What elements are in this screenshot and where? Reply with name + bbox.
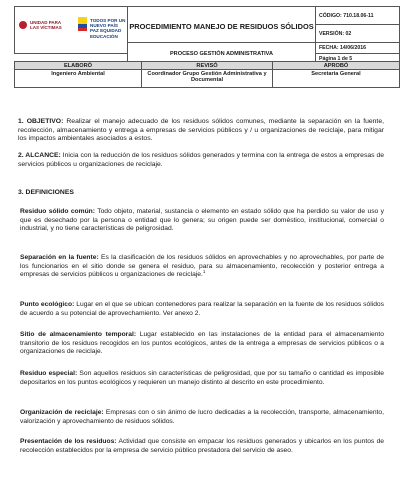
role-value-elaboro: Ingeniero Ambiental bbox=[15, 70, 142, 88]
process-name: PROCESO GESTIÓN ADMINISTRATIVA bbox=[128, 43, 316, 65]
definition-presentacion-residuos: Presentación de los residuos: Actividad que consiste en empacar los residuos generados y ubicarlos en los puntos de recolección establecidos por la empresa de servicio público prestadora del servicio de aseo. bbox=[20, 438, 385, 454]
role-header-reviso: REVISÓ bbox=[142, 62, 273, 70]
footnote-ref: 1 bbox=[202, 268, 206, 274]
approval-table bbox=[14, 61, 400, 88]
objetivo-label: 1. OBJETIVO: bbox=[18, 118, 64, 125]
document-date: FECHA: 14/06/2016 bbox=[316, 43, 400, 54]
logo-unidad-victimas: UNIDAD PARA LAS VÍCTIMAS bbox=[30, 20, 62, 30]
role-value-aprobo: Secretaria General bbox=[273, 70, 400, 88]
document-title: PROCEDIMIENTO MANEJO DE RESIDUOS SÓLIDOS bbox=[128, 7, 316, 43]
role-value-reviso: Coordinador Grupo Gestión Administrativa y Documental bbox=[142, 70, 273, 88]
colombia-flag-icon bbox=[78, 17, 87, 31]
role-header-elaboro: ELABORÓ bbox=[15, 62, 142, 70]
section-objetivo bbox=[18, 118, 384, 144]
definition-organizacion-reciclaje: Organización de reciclaje: Empresas con o sin ánimo de lucro dedicadas a la recolección, transporte, almacenamiento, valorización y aprovechamiento de residuos sólidos. bbox=[20, 409, 384, 425]
alcance-label: 2. ALCANCE: bbox=[18, 152, 61, 159]
alcance-text: Inicia con la reducción de los residuos sólidos generados y termina con la entrega de estos a empresas de servicios públicos u organizaciones de reciclaje. bbox=[18, 152, 384, 168]
definition-residuo-solido: Residuo sólido común: Todo objeto, material, sustancia o elemento en estado sólido que ha perdido su valor de uso y que es desechado por la persona o entidad que lo genera; su origen puede ser doméstico, institucional, comercial o industrial, y no tiene características de peligrosidad. bbox=[20, 208, 384, 232]
document-code: CÓDIGO: 710.18.06-11 bbox=[316, 7, 400, 25]
document-version: VERSIÓN: 02 bbox=[316, 25, 400, 43]
definition-residuo-especial: Residuo especial: Son aquellos residuos sin características de peligrosidad, que por su tamaño o cantidad es imposible depositarlos en los puntos ecológicos y requieren un manejo distinto al descrito en este procedimiento. bbox=[20, 370, 384, 386]
objetivo-text: Realizar el manejo adecuado de los residuos sólidos comunes, mediante la separación en la fuente, recolección, almacenamiento y entrega a empresas de servicios públicos y / u organizaciones de reciclaje, para mitigar los impactos ambientales asociados a estos. bbox=[18, 118, 384, 143]
logos-cell bbox=[15, 7, 128, 54]
document-header bbox=[14, 6, 400, 65]
section-alcance bbox=[18, 152, 384, 169]
logo-todos-nuevo-pais: TODOS POR UN NUEVO PAÍS PAZ EQUIDAD EDUCACIÓN bbox=[90, 18, 126, 39]
definition-separacion-fuente: Separación en la fuente: Es la clasificación de los residuos sólidos en aprovechables y no aprovechables, por parte de los funcionarios en el sitio donde se genera el residuo, para su almacenamiento, recolección y posterior entrega a empresas de servicios públicos u organizaciones de reciclaje.$^1$ bbox=[20, 254, 384, 278]
definition-punto-ecologico: Punto ecológico: Lugar en el que se ubican contenedores para realizar la separación en la fuente de los residuos sólidos de acuerdo a su potencial de aprovechamiento. Ver anexo 2. bbox=[20, 301, 384, 317]
page-number: Página 1 de 5 bbox=[316, 54, 400, 65]
role-header-aprobo: APROBÓ bbox=[273, 62, 400, 70]
section-definiciones-heading: 3. DEFINICIONES bbox=[18, 189, 74, 196]
definition-almacenamiento-temporal: Sitio de almacenamiento temporal: Lugar establecido en las instalaciones de la entidad para el almacenamiento transitorio de los residuos recogidos en los puntos ecológicos, antes de la entrega a empresas de servicios públicos o a organizaciones de reciclaje. bbox=[20, 331, 384, 355]
